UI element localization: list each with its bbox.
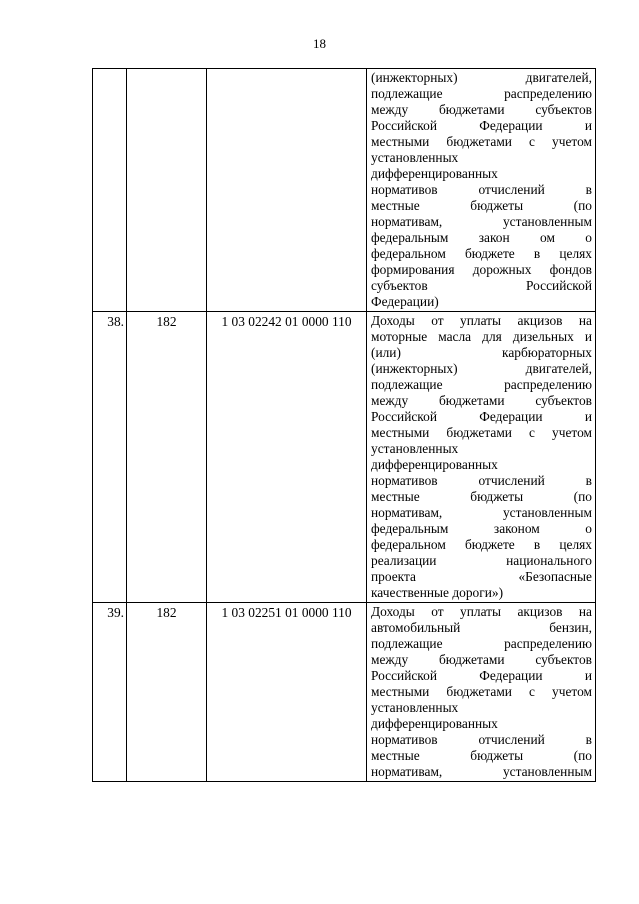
description-line: (инжекторных) двигателей, — [371, 70, 592, 85]
budget-classification-code-cell: 1 03 02251 01 0000 110 — [207, 603, 367, 782]
description-line: нормативам, установленным — [371, 214, 592, 229]
description-line: нормативам, установленным — [371, 764, 592, 779]
description-line: федеральном бюджете в целях — [371, 246, 592, 261]
row-number-cell: 39. — [93, 603, 127, 782]
administrator-code-cell: 182 — [127, 603, 207, 782]
description-line: местные бюджеты (по — [371, 198, 592, 213]
description-line: подлежащие распределению — [371, 636, 592, 651]
description-line: подлежащие распределению — [371, 377, 592, 392]
budget-revenue-table — [92, 68, 596, 782]
description-line: автомобильный бензин, — [371, 620, 592, 635]
description-line: реализации национального — [371, 553, 592, 568]
description-line: проекта «Безопасные — [371, 569, 592, 584]
description-line: федеральном бюджете в целях — [371, 537, 592, 552]
budget-classification-code-cell: 1 03 02242 01 0000 110 — [207, 312, 367, 603]
administrator-code-cell — [127, 69, 207, 312]
administrator-code-cell: 182 — [127, 312, 207, 603]
description-line: федеральным законом о — [371, 521, 592, 536]
description-line: Российской Федерации и — [371, 118, 592, 133]
description-line: субъектов Российской — [371, 278, 592, 293]
description-line: формирования дорожных фондов — [371, 262, 592, 277]
budget-classification-code-cell — [207, 69, 367, 312]
description-line: установленных — [371, 700, 459, 715]
description-line: между бюджетами субъектов — [371, 393, 592, 408]
row-number-cell: 38. — [93, 312, 127, 603]
description-line: нормативов отчислений в — [371, 732, 592, 747]
description-line: нормативов отчислений в — [371, 182, 592, 197]
revenue-description-cell — [367, 603, 596, 782]
page-number: 18 — [313, 36, 326, 51]
description-line: местные бюджеты (по — [371, 748, 592, 763]
description-line: (или) карбюраторных — [371, 345, 592, 360]
description-line: подлежащие распределению — [371, 86, 592, 101]
description-line: нормативов отчислений в — [371, 473, 592, 488]
description-line: федеральным закон ом о — [371, 230, 592, 245]
description-line: Федерации) — [371, 294, 439, 309]
description-line: установленных — [371, 150, 459, 165]
description-line: местными бюджетами с учетом — [371, 425, 592, 440]
description-line: качественные дороги») — [371, 585, 504, 600]
table-row — [93, 603, 596, 782]
row-number-cell — [93, 69, 127, 312]
description-line: местные бюджеты (по — [371, 489, 592, 504]
description-line: Российской Федерации и — [371, 409, 592, 424]
description-line: нормативам, установленным — [371, 505, 592, 520]
description-line: местными бюджетами с учетом — [371, 134, 592, 149]
description-line: установленных — [371, 441, 459, 456]
description-line: (инжекторных) двигателей, — [371, 361, 592, 376]
table-row — [93, 312, 596, 603]
description-line: между бюджетами субъектов — [371, 102, 592, 117]
description-line: между бюджетами субъектов — [371, 652, 592, 667]
description-line: дифференцированных — [371, 166, 498, 181]
table-row — [93, 69, 596, 312]
description-line: местными бюджетами с учетом — [371, 684, 592, 699]
description-line: дифференцированных — [371, 457, 498, 472]
revenue-description-cell — [367, 312, 596, 603]
description-line: моторные масла для дизельных и — [371, 329, 592, 344]
description-line: Доходы от уплаты акцизов на — [371, 313, 592, 328]
description-line: дифференцированных — [371, 716, 498, 731]
description-line: Доходы от уплаты акцизов на — [371, 604, 592, 619]
table-body — [93, 69, 596, 782]
revenue-description-cell — [367, 69, 596, 312]
description-line: Российской Федерации и — [371, 668, 592, 683]
